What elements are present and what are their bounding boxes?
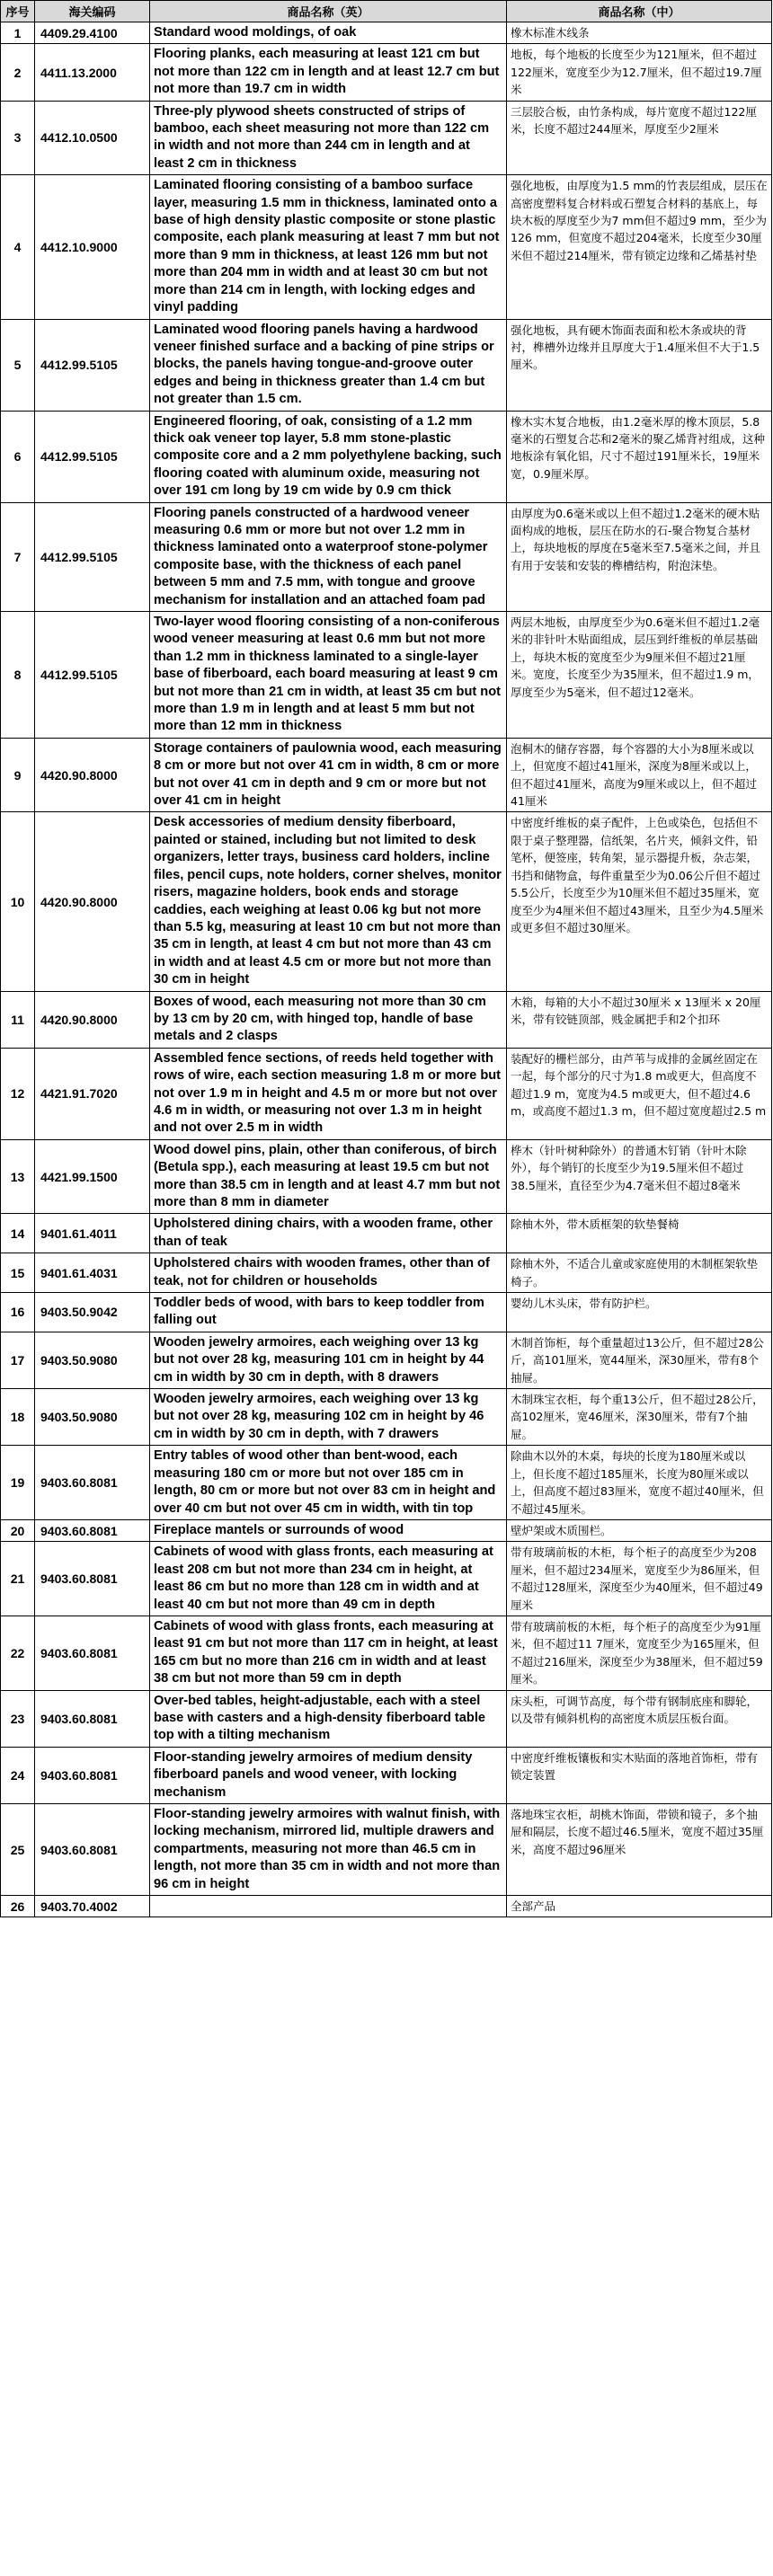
- product-name-en: Upholstered dining chairs, with a wooden frame, other than of teak: [150, 1214, 507, 1253]
- header-name-zh: 商品名称（中）: [507, 1, 772, 22]
- row-number: 13: [1, 1139, 35, 1214]
- product-name-zh: 除柚木外，不适合儿童或家庭使用的木制框架软垫椅子。: [507, 1253, 772, 1293]
- table-row: [1, 612, 772, 739]
- row-number: 19: [1, 1446, 35, 1520]
- product-name-zh: 床头柜，可调节高度，每个带有钢制底座和脚轮，以及带有倾斜机构的高密度木质层压板台面。: [507, 1690, 772, 1747]
- product-name-zh: 木制珠宝衣柜，每个重13公斤，但不超过28公斤，高102厘米，宽46厘米，深30厘米，带有7个抽屉。: [507, 1389, 772, 1446]
- row-number: 9: [1, 738, 35, 812]
- hs-code: 4411.13.2000: [35, 44, 150, 101]
- hs-code: 9401.61.4031: [35, 1253, 150, 1293]
- row-number: 20: [1, 1519, 35, 1541]
- table-row: [1, 22, 772, 44]
- row-number: 10: [1, 812, 35, 991]
- row-number: 23: [1, 1690, 35, 1747]
- hs-code: 9401.61.4011: [35, 1214, 150, 1253]
- product-name-zh: 木制首饰柜，每个重量超过13公斤，但不超过28公斤，高101厘米，宽44厘米，深30厘米，带有8个抽屉。: [507, 1332, 772, 1388]
- hs-code: 4412.99.5105: [35, 411, 150, 502]
- row-number: 25: [1, 1804, 35, 1896]
- hs-code: 4412.10.0500: [35, 101, 150, 175]
- hs-code: 4412.10.9000: [35, 175, 150, 319]
- hs-code: 4412.99.5105: [35, 502, 150, 611]
- hs-code: 9403.60.8081: [35, 1616, 150, 1690]
- hs-code: 4412.99.5105: [35, 612, 150, 739]
- table-row: [1, 1519, 772, 1541]
- product-name-en: Desk accessories of medium density fiberboard, painted or stained, including but not limited to desk organizers, letter trays, business card holders, incline files, pencil cups, note holders, corner shelves, monitor risers, magazine holders, book ends and storage caddies, each weighing at least 0.06 kg but not more than 5.5 kg, measuring at least 10 cm but not more than 35 cm in length, at least 4 cm but not more than 43 cm in width and at least 4.5 cm or more but not more than 30 cm in height: [150, 812, 507, 991]
- table-row: [1, 44, 772, 101]
- product-name-en: Wooden jewelry armoires, each weighing over 13 kg but not over 28 kg, measuring 102 cm in height by 46 cm in width by 30 cm in depth, with 7 drawers: [150, 1389, 507, 1446]
- table-row: [1, 1389, 772, 1446]
- product-name-en: Entry tables of wood other than bent-wood, each measuring 180 cm or more but not over 185 cm in length, 80 cm or more but not over 83 cm in height and over 40 cm but not over 45 cm in width, with tin top: [150, 1446, 507, 1520]
- product-name-zh: 三层胶合板，由竹条构成，每片宽度不超过122厘米，长度不超过244厘米，厚度至少2厘米: [507, 101, 772, 175]
- product-name-zh: 装配好的栅栏部分，由芦苇与成排的金属丝固定在一起，每个部分的尺寸为1.8 m或更大，但高度不超过1.9 m，宽度为4.5 m或更大，但不超过4.6 m，或高度不超过1.3 m，但不超过宽度超过2.5 m: [507, 1048, 772, 1139]
- product-name-en: Storage containers of paulownia wood, each measuring 8 cm or more but not over 41 cm in width, 8 cm or more but not over 41 cm in depth and 9 cm or more but not over 41 cm in height: [150, 738, 507, 812]
- product-name-zh: 强化地板，由厚度为1.5 mm的竹表层组成，层压在高密度塑料复合材料或石塑复合材料的基底上，每块木板的厚度至少为7 mm但不超过9 mm，至少为126 mm，但宽度不超过204毫米，长度至少30厘米但不超过214厘米，带有锁定边缘和乙烯基衬垫: [507, 175, 772, 319]
- table-row: [1, 1332, 772, 1388]
- table-row: [1, 1048, 772, 1139]
- hs-code: 4420.90.8000: [35, 738, 150, 812]
- product-name-zh: 壁炉架或木质围栏。: [507, 1519, 772, 1541]
- product-name-zh: 地板，每个地板的长度至少为121厘米，但不超过122厘米，宽度至少为12.7厘米，但不超过19.7厘米: [507, 44, 772, 101]
- hs-code: 4421.99.1500: [35, 1139, 150, 1214]
- product-name-zh: 带有玻璃前板的木柜，每个柜子的高度至少为208厘米，但不超过234厘米，宽度至少为86厘米，但不超过128厘米，深度至少为40厘米，但不超过49厘米: [507, 1542, 772, 1616]
- row-number: 6: [1, 411, 35, 502]
- product-name-zh: 橡木实木复合地板，由1.2毫米厚的橡木顶层，5.8毫米的石塑复合芯和2毫米的聚乙烯背衬组成，这种地板涂有氧化铝，尺寸不超过191厘米长，19厘米宽，0.9厘米厚。: [507, 411, 772, 502]
- table-row: [1, 1293, 772, 1332]
- row-number: 7: [1, 502, 35, 611]
- product-name-en: Flooring planks, each measuring at least 121 cm but not more than 122 cm in length and at least 12.7 cm but not more than 19.7 cm in width: [150, 44, 507, 101]
- product-name-en: Fireplace mantels or surrounds of wood: [150, 1519, 507, 1541]
- header-no: 序号: [1, 1, 35, 22]
- product-name-zh: 全部产品: [507, 1896, 772, 1917]
- product-name-en: [150, 1896, 507, 1917]
- header-row: [1, 1, 772, 22]
- product-name-zh: 中密度纤维板的桌子配件，上色或染色，包括但不限于桌子整理器，信纸架，名片夹，倾斜文件，铅笔杯，便签座，转角架，显示器提升板，杂志架，书挡和储物盒，每件重量至少为0.06公斤但不超过5.5公斤，长度至少为10厘米但不超过35厘米，宽度至少为4厘米但不超过43厘米，且至少为4.5厘米或更多但不超过30厘米。: [507, 812, 772, 991]
- product-name-en: Wooden jewelry armoires, each weighing over 13 kg but not over 28 kg, measuring 101 cm in height by 44 cm in width by 30 cm in depth, with 8 drawers: [150, 1332, 507, 1388]
- row-number: 8: [1, 612, 35, 739]
- row-number: 3: [1, 101, 35, 175]
- table-row: [1, 1446, 772, 1520]
- table-body: [1, 22, 772, 1917]
- product-name-en: Cabinets of wood with glass fronts, each measuring at least 91 cm but not more than 117 cm in height, at least 165 cm but no more than 216 cm in width and at least 38 cm but not more than 59 cm in depth: [150, 1616, 507, 1690]
- header-code: 海关编码: [35, 1, 150, 22]
- row-number: 22: [1, 1616, 35, 1690]
- table-row: [1, 1896, 772, 1917]
- row-number: 4: [1, 175, 35, 319]
- product-name-en: Cabinets of wood with glass fronts, each measuring at least 208 cm but not more than 234 cm in height, at least 86 cm but no more than 128 cm in width and at least 40 cm but not more than 49 cm in depth: [150, 1542, 507, 1616]
- table-row: [1, 502, 772, 611]
- product-name-en: Flooring panels constructed of a hardwood veneer measuring 0.6 mm or more but not over 1.2 mm in thickness laminated onto a waterproof stone-polymer composite base, with the thickness of each panel between 5 mm and 7.5 mm, with tongue and groove mechanism for installation and an attached foam pad: [150, 502, 507, 611]
- product-name-zh: 强化地板，具有硬木饰面表面和松木条或块的背衬，榫槽外边缘并且厚度大于1.4厘米但不大于1.5厘米。: [507, 319, 772, 411]
- product-name-zh: 两层木地板，由厚度至少为0.6毫米但不超过1.2毫米的非针叶木贴面组成，层压到纤维板的单层基础上，每块木板的宽度至少为9厘米但不超过21厘米。宽度，长度至少为35厘米，但不超过1.9 m，厚度至少为5毫米，但不超过12毫米。: [507, 612, 772, 739]
- product-name-zh: 落地珠宝衣柜，胡桃木饰面，带锁和镜子，多个抽屉和隔层，长度不超过46.5厘米，宽度不超过35厘米，高度不超过96厘米: [507, 1804, 772, 1896]
- table-row: [1, 1253, 772, 1293]
- product-name-en: Over-bed tables, height-adjustable, each with a steel base with casters and a high-density fiberboard table top with a tilting mechanism: [150, 1690, 507, 1747]
- hs-code: 9403.70.4002: [35, 1896, 150, 1917]
- table-row: [1, 1804, 772, 1896]
- hs-code: 4412.99.5105: [35, 319, 150, 411]
- product-name-en: Assembled fence sections, of reeds held together with rows of wire, each section measuring 1.8 m or more but not over 1.9 m in height and 4.5 m or more but not over 4.6 m in width, or measuring not over 1.3 m in height and not over 2.5 m in width: [150, 1048, 507, 1139]
- row-number: 5: [1, 319, 35, 411]
- row-number: 17: [1, 1332, 35, 1388]
- product-name-zh: 除曲木以外的木桌，每块的长度为180厘米或以上，但长度不超过185厘米，长度为80厘米或以上，但高度不超过83厘米，宽度不超过40厘米，但不超过45厘米。: [507, 1446, 772, 1520]
- table-row: [1, 1542, 772, 1616]
- row-number: 18: [1, 1389, 35, 1446]
- row-number: 14: [1, 1214, 35, 1253]
- product-name-en: Floor-standing jewelry armoires of medium density fiberboard panels and wood veneer, with locking mechanism: [150, 1747, 507, 1803]
- row-number: 16: [1, 1293, 35, 1332]
- product-name-zh: 带有玻璃前板的木柜，每个柜子的高度至少为91厘米，但不超过11 7厘米，宽度至少为165厘米，但不超过216厘米，深度至少为38厘米，但不超过59厘米。: [507, 1616, 772, 1690]
- row-number: 21: [1, 1542, 35, 1616]
- product-name-en: Engineered flooring, of oak, consisting of a 1.2 mm thick oak veneer top layer, 5.8 mm stone-plastic composite core and a 2 mm polyethylene backing, such flooring coated with aluminum oxide, measuring not over 191 cm long by 19 cm wide by 0.9 cm thick: [150, 411, 507, 502]
- product-name-en: Wood dowel pins, plain, other than coniferous, of birch (Betula spp.), each measuring at least 19.5 cm but not more than 38.5 cm in length and at least 4.7 mm but not more than 8 mm in diameter: [150, 1139, 507, 1214]
- hs-code: 9403.60.8081: [35, 1446, 150, 1520]
- hs-code: 4421.91.7020: [35, 1048, 150, 1139]
- product-name-en: Two-layer wood flooring consisting of a non-coniferous wood veneer measuring at least 0.6 mm but not more than 1.2 mm in thickness laminated to a single-layer base of fiberboard, each board measuring at least 9 cm but not more than 21 cm in width, at least 35 cm but not more than 1.9 m in length and at least 5 mm but not more than 12 mm in thickness: [150, 612, 507, 739]
- table-row: [1, 812, 772, 991]
- table-row: [1, 1747, 772, 1803]
- hs-code: 9403.50.9080: [35, 1332, 150, 1388]
- hs-code: 4409.29.4100: [35, 22, 150, 44]
- hs-code: 9403.60.8081: [35, 1519, 150, 1541]
- product-name-en: Boxes of wood, each measuring not more than 30 cm by 13 cm by 20 cm, with hinged top, handle of base metals and 2 clasps: [150, 991, 507, 1048]
- product-name-zh: 婴幼儿木头床，带有防护栏。: [507, 1293, 772, 1332]
- table-row: [1, 1616, 772, 1690]
- product-name-en: Standard wood moldings, of oak: [150, 22, 507, 44]
- hs-code: 4420.90.8000: [35, 812, 150, 991]
- hs-code: 9403.60.8081: [35, 1542, 150, 1616]
- hs-code: 9403.50.9080: [35, 1389, 150, 1446]
- product-name-en: Upholstered chairs with wooden frames, other than of teak, not for children or households: [150, 1253, 507, 1293]
- hs-code: 9403.60.8081: [35, 1690, 150, 1747]
- row-number: 1: [1, 22, 35, 44]
- row-number: 11: [1, 991, 35, 1048]
- table-row: [1, 411, 772, 502]
- row-number: 26: [1, 1896, 35, 1917]
- product-name-zh: 木箱，每箱的大小不超过30厘米 x 13厘米 x 20厘米，带有铰链顶部，贱金属把手和2个扣环: [507, 991, 772, 1048]
- product-name-en: Laminated wood flooring panels having a hardwood veneer finished surface and a backing of pine strips or blocks, the panels having tongue-and-groove outer edges and being in thickness greater than 1.4 cm but not greater than 1.5 cm.: [150, 319, 507, 411]
- hs-code: 9403.60.8081: [35, 1804, 150, 1896]
- product-name-zh: 除柚木外，带木质框架的软垫餐椅: [507, 1214, 772, 1253]
- product-name-zh: 桦木（针叶树种除外）的普通木钉销（针叶木除外），每个销钉的长度至少为19.5厘米但不超过38.5厘米，直径至少为4.7毫米但不超过8毫米: [507, 1139, 772, 1214]
- row-number: 24: [1, 1747, 35, 1803]
- product-name-zh: 中密度纤维板镶板和实木贴面的落地首饰柜，带有锁定装置: [507, 1747, 772, 1803]
- table-row: [1, 1214, 772, 1253]
- table-row: [1, 1690, 772, 1747]
- table-row: [1, 991, 772, 1048]
- table-row: [1, 175, 772, 319]
- table-row: [1, 101, 772, 175]
- product-name-en: Toddler beds of wood, with bars to keep toddler from falling out: [150, 1293, 507, 1332]
- hs-code: 9403.50.9042: [35, 1293, 150, 1332]
- table-row: [1, 319, 772, 411]
- table-row: [1, 1139, 772, 1214]
- product-name-zh: 泡桐木的储存容器，每个容器的大小为8厘米或以上，但宽度不超过41厘米，深度为8厘米或以上，但不超过41厘米，高度为9厘米或以上，但不超过41厘米: [507, 738, 772, 812]
- table-row: [1, 738, 772, 812]
- product-name-zh: 由厚度为0.6毫米或以上但不超过1.2毫米的硬木贴面构成的地板，层压在防水的石-聚合物复合基材上，每块地板的厚度在5毫米至7.5毫米之间，并且有用于安装和安装的榫槽结构，附泡沫垫。: [507, 502, 772, 611]
- row-number: 15: [1, 1253, 35, 1293]
- hs-code: 9403.60.8081: [35, 1747, 150, 1803]
- row-number: 2: [1, 44, 35, 101]
- product-name-en: Floor-standing jewelry armoires with walnut finish, with locking mechanism, mirrored lid, multiple drawers and compartments, measuring not more than 46.5 cm in length, not more than 35 cm in width and not more than 96 cm in height: [150, 1804, 507, 1896]
- product-name-zh: 橡木标准木线条: [507, 22, 772, 44]
- product-name-en: Laminated flooring consisting of a bamboo surface layer, measuring 1.5 mm in thickness, laminated onto a base of high density plastic composite or stone plastic composite, each plank measuring at least 7 mm but not more than 9 mm in thickness, at least 126 mm but not more than 204 mm in width and at least 30 cm but not more than 214 cm in length, with locking edges and vinyl padding: [150, 175, 507, 319]
- hs-code: 4420.90.8000: [35, 991, 150, 1048]
- row-number: 12: [1, 1048, 35, 1139]
- header-name-en: 商品名称（英）: [150, 1, 507, 22]
- product-name-en: Three-ply plywood sheets constructed of strips of bamboo, each sheet measuring not more than 122 cm in width and not more than 244 cm in length and at least 2 cm in thickness: [150, 101, 507, 175]
